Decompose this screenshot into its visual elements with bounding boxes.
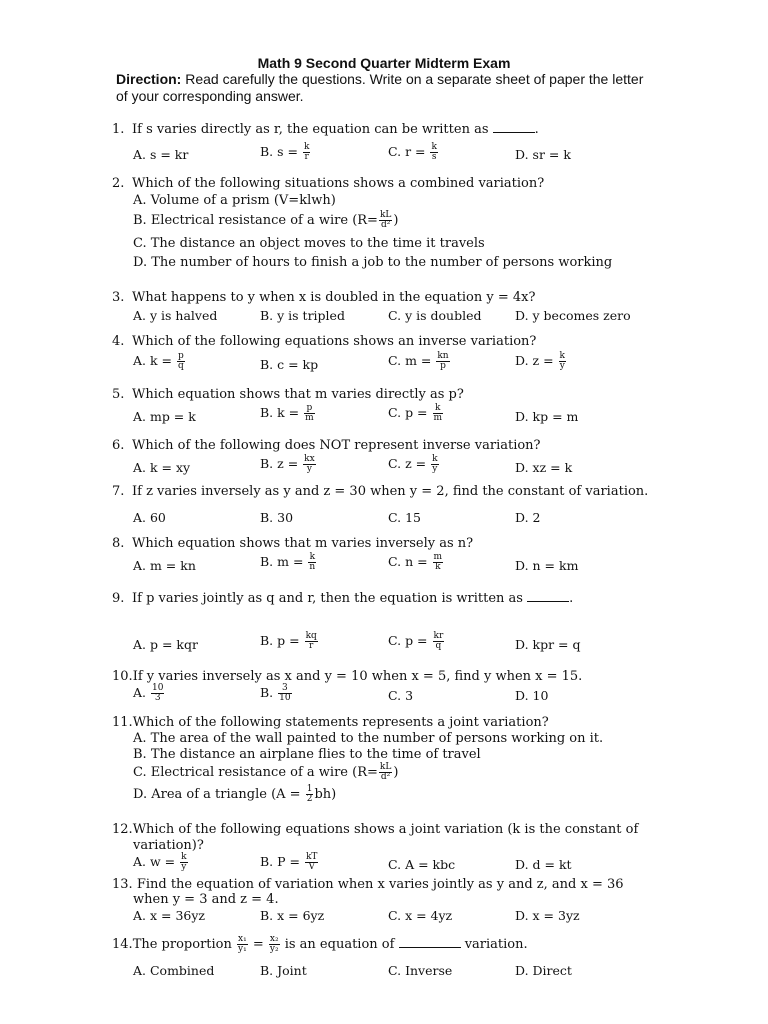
- option-d: D. sr = k: [515, 147, 571, 162]
- fraction: $\frac{k}{y}$: [559, 351, 565, 371]
- fraction: $\frac{kr}{q}$: [433, 631, 444, 651]
- option-a: A. The area of the wall painted to the number of persons working on it.: [133, 731, 604, 746]
- option-d: D. 10: [515, 688, 549, 703]
- fraction: $\frac{k}{m}$: [433, 403, 443, 423]
- option-a: A. w = $\frac{k}{y}$: [133, 852, 187, 872]
- fraction: $\frac{k}{r}$: [303, 142, 310, 162]
- option-a: A. mp = k: [133, 409, 196, 424]
- option-c: C. 15: [388, 510, 421, 525]
- fraction: $\frac{\text{x₁}}{\text{y₁}}$: [238, 934, 247, 954]
- fraction: $\frac{\text{x₂}}{\text{y₂}}$: [269, 934, 279, 954]
- option-d: D. x = 3yz: [515, 908, 580, 923]
- question-8: 8. Which equation shows that m varies inversely as n?: [112, 536, 474, 551]
- option-d: D. n = km: [515, 558, 579, 573]
- question-3: 3. What happens to y when x is doubled in the equation y = 4x?: [112, 290, 536, 305]
- question-10: 10.If y varies inversely as x and y = 10 when x = 5, find y when x = 15.: [112, 669, 583, 684]
- question-4: 4. Which of the following equations shows an inverse variation?: [112, 334, 537, 349]
- option-c: C. y is doubled: [388, 308, 482, 323]
- option-b: B. P = $\frac{kT}{V}$: [260, 852, 318, 872]
- fraction: $\frac{3}{10}$: [279, 683, 291, 703]
- direction-text: [116, 71, 656, 105]
- option-d: D. z = $\frac{k}{y}$: [515, 351, 565, 371]
- fraction: $\frac{p}{q}$: [177, 351, 184, 371]
- fraction: $\frac{kL}{\text{d²}}$: [379, 210, 392, 230]
- option-b: B. x = 6yz: [260, 908, 325, 923]
- direction-label: Direction:: [116, 71, 182, 87]
- option-d: D. kpr = q: [515, 637, 581, 652]
- fraction: $\frac{p}{m}$: [305, 403, 314, 423]
- option-a: A. s = kr: [133, 147, 189, 162]
- option-a: A. Combined: [133, 963, 215, 978]
- exam-title: Math 9 Second Quarter Midterm Exam: [257, 55, 511, 71]
- fraction: $\frac{10}{3}$: [151, 683, 164, 703]
- option-a: A. Volume of a prism (V=klwh): [133, 193, 336, 208]
- option-d: D. 2: [515, 510, 541, 525]
- fraction: $\frac{k}{s}$: [431, 142, 437, 162]
- question-text: If s varies directly as r, the equation can be written as: [132, 122, 489, 137]
- option-b: B. c = kp: [260, 357, 319, 372]
- question-13-continued: when y = 3 and z = 4.: [133, 892, 279, 907]
- option-a: A. x = 36yz: [133, 908, 205, 923]
- question-5: 5. Which equation shows that m varies directly as p?: [112, 387, 464, 402]
- fraction: $\frac{kq}{r}$: [305, 631, 317, 651]
- fraction: $\frac{1}{2}$: [306, 784, 313, 804]
- option-b: B. k = $\frac{p}{m}$: [260, 403, 314, 423]
- fraction: $\frac{k}{y}$: [181, 852, 187, 872]
- option-b: B. Electrical resistance of a wire (R= $\frac{kL}{\text{d²}}$ ): [133, 210, 399, 230]
- option-c: C. Electrical resistance of a wire (R= $\frac{kL}{\text{d²}}$ ): [133, 762, 399, 782]
- option-c: C. x = 4yz: [388, 908, 453, 923]
- option-d: D. Area of a triangle (A = $\frac{1}{2}$ bh): [133, 784, 337, 804]
- option-a: A. $\frac{10}{3}$: [133, 683, 164, 703]
- option-d: D. y becomes zero: [515, 308, 631, 323]
- option-c: C. A = kbc: [388, 857, 456, 872]
- option-a: A. y is halved: [133, 308, 218, 323]
- option-c: C. p = $\frac{kr}{q}$: [388, 631, 444, 651]
- answer-blank: [527, 591, 569, 602]
- fraction: $\frac{k}{n}$: [309, 552, 316, 572]
- fraction: $\frac{kT}{V}$: [305, 852, 318, 872]
- question-6: 6. Which of the following does NOT represent inverse variation?: [112, 438, 541, 453]
- option-d: D. kp = m: [515, 409, 579, 424]
- question-2: 2. Which of the following situations shows a combined variation?: [112, 176, 545, 191]
- question-9: 9. If p varies jointly as q and r, then the equation is written as .: [112, 591, 574, 606]
- option-d: D. d = kt: [515, 857, 572, 872]
- option-c: C. z = $\frac{k}{y}$: [388, 454, 438, 474]
- option-b: B. y is tripled: [260, 308, 345, 323]
- option-a: A. k = $\frac{p}{q}$: [133, 351, 184, 371]
- fraction: $\frac{kx}{y}$: [304, 454, 315, 474]
- option-d: D. xz = k: [515, 460, 573, 475]
- question-1: 1. If s varies directly as r, the equation can be written as .: [112, 122, 539, 137]
- option-d: D. Direct: [515, 963, 572, 978]
- option-c: C. r = $\frac{k}{s}$: [388, 142, 437, 162]
- option-a: A. m = kn: [133, 558, 196, 573]
- option-c: C. 3: [388, 688, 414, 703]
- question-12: 12.Which of the following equations shows a joint variation (k is the constant of: [112, 822, 639, 837]
- option-b: B. m = $\frac{k}{n}$: [260, 552, 316, 572]
- option-b: B. p = $\frac{kq}{r}$: [260, 631, 317, 651]
- option-c: C. Inverse: [388, 963, 453, 978]
- option-c: C. m = $\frac{kn}{p}$: [388, 351, 449, 371]
- option-b: B. s = $\frac{k}{r}$: [260, 142, 310, 162]
- option-c: C. The distance an object moves to the time it travels: [133, 236, 485, 251]
- answer-blank: [399, 937, 461, 948]
- fraction: $\frac{k}{y}$: [432, 454, 438, 474]
- option-a: A. k = xy: [133, 460, 191, 475]
- question-13: 13. Find the equation of variation when x varies jointly as y and z, and x = 36: [112, 877, 624, 892]
- option-b: B. The distance an airplane flies to the time of travel: [133, 747, 481, 762]
- option-b: B. Joint: [260, 963, 307, 978]
- fraction: $\frac{m}{k}$: [433, 552, 443, 572]
- option-c: C. p = $\frac{k}{m}$: [388, 403, 443, 423]
- fraction: $\frac{kL}{\text{d²}}$: [379, 762, 392, 782]
- question-number: 1.: [112, 122, 125, 137]
- question-14: 14.The proportion $\frac{\text{x₁}}{\text{y₁}}$ = $\frac{\text{x₂}}{\text{y₂}}$ is an equation of variation.: [112, 934, 528, 954]
- option-d: D. The number of hours to finish a job to the number of persons working: [133, 255, 613, 270]
- fraction: $\frac{kn}{p}$: [437, 351, 449, 371]
- option-a: A. p = kqr: [133, 637, 198, 652]
- direction-body: Read carefully the questions. Write on a separate sheet of paper the letter of your corresponding answer.: [116, 71, 644, 104]
- question-11: 11.Which of the following statements represents a joint variation?: [112, 715, 549, 730]
- question-7: 7. If z varies inversely as y and z = 30 when y = 2, find the constant of variation.: [112, 484, 649, 499]
- answer-blank: [493, 122, 535, 133]
- option-b: B. $\frac{3}{10}$: [260, 683, 291, 703]
- option-b: B. 30: [260, 510, 294, 525]
- option-b: B. z = $\frac{kx}{y}$: [260, 454, 315, 474]
- option-c: C. n = $\frac{m}{k}$: [388, 552, 443, 572]
- question-12-continued: variation)?: [133, 838, 204, 853]
- option-a: A. 60: [133, 510, 166, 525]
